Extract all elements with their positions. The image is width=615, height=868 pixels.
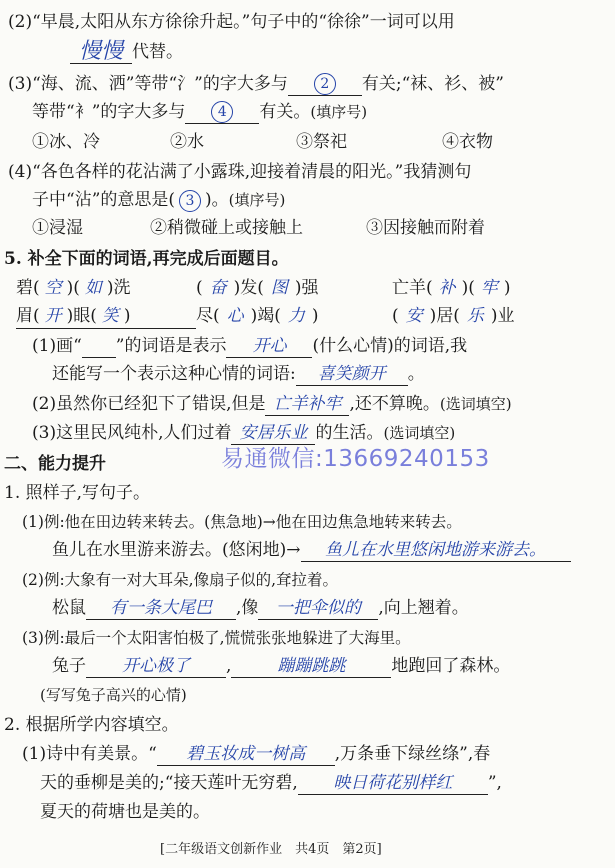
s5-idiom-4-a[interactable]: 开 (44, 306, 62, 326)
s5-row2 (16, 304, 515, 329)
q3-line1-a: (3)“海、流、洒”等带“氵”的字大多与 (8, 74, 288, 94)
q3-answer2: 4 (211, 101, 233, 123)
part2-e3-line1: (3)例:最后一个太阳害怕极了,慌慌张张地躲进了大海里。 (22, 629, 411, 647)
s5-idiom-3: 亡羊( 补 )( 牢 ) (392, 278, 511, 298)
q4-line1: (4)“各色各样的花沾满了小露珠,迎接着清晨的阳光。”我猜测句 (8, 162, 472, 182)
part2-q2-title: 2. 根据所学内容填空。 (4, 715, 179, 735)
s5-idiom-2-a[interactable]: 奋 (209, 278, 227, 298)
s5-idiom-2-b[interactable]: 图 (270, 278, 288, 298)
part2-e3-note: (写写兔子高兴的心情) (40, 686, 187, 704)
s5-idiom-1-a[interactable]: 空 (44, 278, 62, 298)
q2-line2 (70, 40, 183, 64)
q3-line1-b: 有关;“袜、衫、被” (361, 74, 504, 94)
s5-sub2: (2)虽然你已经犯下了错误,但是 亡羊补牢 ,还不算晚。(选词填空) (32, 394, 512, 414)
q3-answer1: 2 (314, 73, 336, 95)
part2-f1-line3: 夏天的荷塘也是美的。 (40, 802, 210, 822)
q4-line2 (32, 188, 285, 212)
s5-idiom-4: 眉( 开 )眼( 笑 ) (16, 304, 196, 329)
q4-option-2: ②稍微碰上或接触上 (150, 218, 303, 238)
s5-idiom-1: 碧( 空 )( 如 )洗 (16, 278, 131, 298)
q3-answer2-blank[interactable] (185, 101, 259, 125)
part2-e1-answer[interactable]: 鱼儿在水里悠闲地游来游去。 (301, 539, 571, 562)
q3-note: (填序号) (310, 103, 368, 121)
part2-e1-line2: 鱼儿在水里游来游去。(悠闲地)→ 鱼儿在水里悠闲地游来游去。 (52, 538, 571, 562)
s5-title: 5. 补全下面的词语,再完成后面题目。 (4, 249, 289, 269)
s5-sub1-line2: 还能写一个表示这种心情的词语: 喜笑颜开 。 (52, 364, 425, 384)
s5-idiom-5-b[interactable]: 力 (287, 306, 305, 326)
part2-f1-line1: (1)诗中有美景。“ 碧玉妆成一树高 ,万条垂下绿丝绦”,春 (22, 744, 491, 764)
s5-sub1-underline-sample (82, 357, 116, 358)
s5-idiom-3-b[interactable]: 牢 (480, 278, 498, 298)
q3-line2-a: 等带“衤”的字大多与 (32, 102, 186, 122)
q3-line2 (32, 100, 367, 124)
q2-line1: (2)“早晨,太阳从东方徐徐升起。”句子中的“徐徐”一词可以用 (8, 12, 455, 32)
s5-sub1-answer2[interactable]: 喜笑颜开 (296, 363, 408, 386)
q2-answer[interactable]: 慢慢 (70, 41, 132, 64)
s5-idiom-1-b[interactable]: 如 (84, 278, 102, 298)
part2-e3-answer2[interactable]: 蹦蹦跳跳 (231, 655, 391, 678)
part2-e2-answer1[interactable]: 有一条大尾巴 (86, 597, 236, 620)
part2-f1-answer2[interactable]: 映日荷花别样红 (298, 772, 488, 795)
s5-sub1-answer[interactable]: 开心 (226, 335, 312, 358)
q3-option-2: ②水 (170, 132, 204, 152)
part2-e3-line2: 兔子 开心极了 , 蹦蹦跳跳 地跑回了森林。 (52, 656, 511, 676)
s5-idiom-6-a[interactable]: 安 (405, 306, 423, 326)
part2-e2-answer2[interactable]: 一把伞似的 (258, 597, 378, 620)
s5-row1 (16, 276, 511, 300)
page-footer: [二年级语文创新作业 共4页 第2页] (160, 842, 382, 857)
s5-idiom-2: ( 奋 )发( 图 )强 (196, 278, 319, 298)
q3-option-1: ①冰、冷 (32, 132, 100, 152)
part2-e3-answer1[interactable]: 开心极了 (86, 655, 226, 678)
part2-e2-line1: (2)例:大象有一对大耳朵,像扇子似的,耷拉着。 (22, 571, 339, 589)
q4-note: (填序号) (228, 191, 286, 209)
s5-sub2-answer[interactable]: 亡羊补牢 (265, 393, 349, 416)
s5-idiom-6: ( 安 )居( 乐 )业 (392, 306, 515, 326)
q4-options (32, 216, 485, 240)
q3-options (32, 130, 493, 154)
s5-idiom-5: 尽( 心 )竭( 力 ) (196, 306, 319, 326)
s5-idiom-4-b[interactable]: 笑 (101, 306, 119, 326)
watermark: 易通微信:13669240153 (221, 446, 490, 472)
part2-e1-line1: (1)例:他在田边转来转去。(焦急地)→他在田边焦急地转来转去。 (22, 513, 462, 531)
q4-option-1: ①浸湿 (32, 218, 83, 238)
q4-answer[interactable]: 3 (179, 190, 201, 212)
s5-sub3-answer[interactable]: 安居乐业 (231, 422, 315, 445)
q3-option-3: ③祭祀 (296, 132, 347, 152)
part2-f1-answer1[interactable]: 碧玉妆成一树高 (157, 743, 335, 766)
q2-tail: 代替。 (132, 42, 183, 62)
s5-idiom-6-b[interactable]: 乐 (466, 306, 484, 326)
part2-title: 二、能力提升 (4, 454, 106, 474)
q4-line2-a: 子中“沾”的意思是( (32, 190, 176, 210)
s5-idiom-3-a[interactable]: 补 (438, 278, 456, 298)
q4-option-3: ③因接触而附着 (366, 218, 485, 238)
q3-line2-b: 有关。 (259, 102, 311, 122)
part2-e2-line2: 松鼠 有一条大尾巴 ,像 一把伞似的 ,向上翘着。 (52, 598, 469, 618)
s5-sub1-line1: (1)画“ ”的词语是表示 开心 (什么心情)的词语,我 (32, 336, 468, 356)
part2-f1-line2: 天的垂柳是美的;“接天莲叶无穷碧, 映日荷花别样红 ”, (40, 773, 502, 793)
s5-sub3: (3)这里民风纯朴,人们过着 安居乐业 的生活。(选词填空) (32, 423, 456, 443)
q3-line1 (8, 72, 504, 96)
q3-answer1-blank[interactable] (288, 73, 362, 97)
part2-q1-title: 1. 照样子,写句子。 (4, 483, 151, 503)
q3-option-4: ④衣物 (442, 132, 493, 152)
s5-idiom-5-a[interactable]: 心 (226, 306, 244, 326)
q4-line2-b: )。 (205, 190, 229, 210)
